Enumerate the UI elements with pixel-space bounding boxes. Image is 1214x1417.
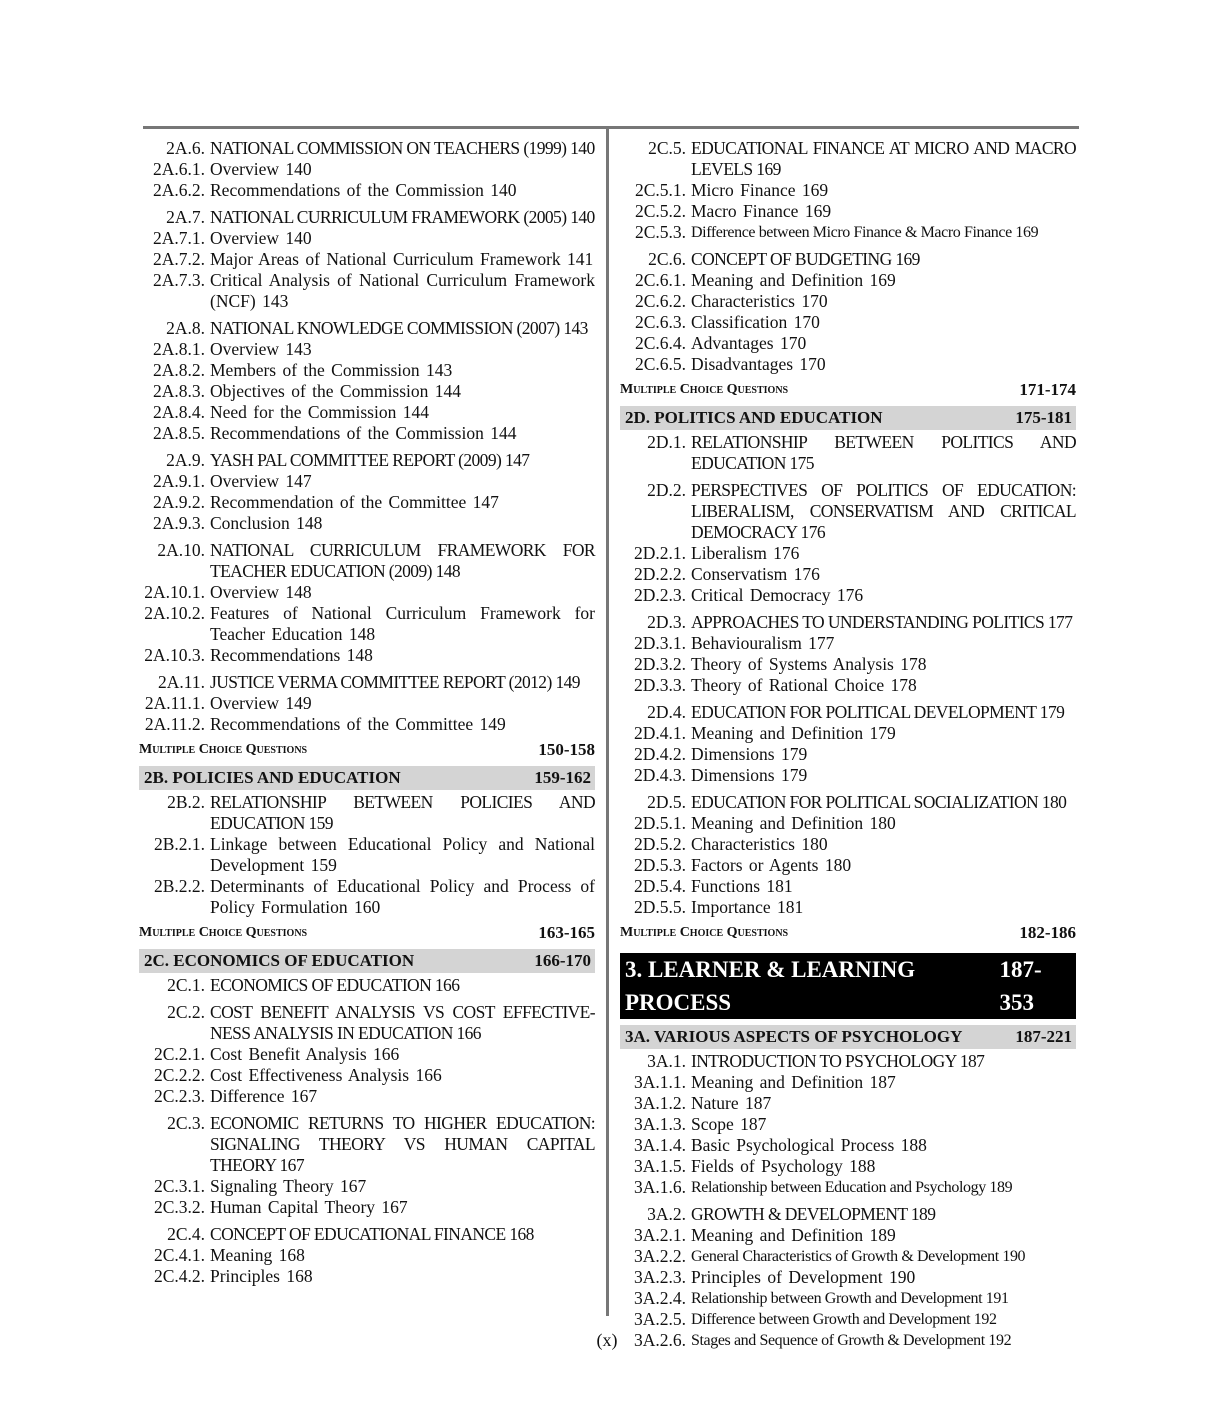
- entry-title: Micro Finance 169: [691, 180, 829, 200]
- toc-sub-entry: [139, 1086, 595, 1107]
- entry-number: 3A.1.6.: [633, 1177, 686, 1197]
- toc-sub-entry: [139, 693, 595, 714]
- entry-number: 3A.1.3.: [633, 1114, 686, 1134]
- entry-title: Linkage between Educational Policy and National Development 159: [210, 834, 595, 875]
- toc-sub-entry: [139, 381, 595, 402]
- mcq-entry-title: Multiple Choice Questions: [139, 742, 308, 757]
- toc-main-entry: [139, 540, 595, 582]
- mcq-entry-title: Multiple Choice Questions: [620, 925, 789, 940]
- entry-title: INTRODUCTION TO PSYCHOLOGY 187: [691, 1051, 985, 1071]
- entry-number: 2D.4.2.: [633, 744, 686, 764]
- toc-sub-entry: [620, 1156, 1076, 1177]
- entry-number: 3A.2.1.: [633, 1225, 686, 1245]
- section-heading-pages: 187-221: [1015, 1027, 1072, 1046]
- entry-number: 2A.11.2.: [144, 714, 205, 734]
- entry-title: NATIONAL COMMISSION ON TEACHERS (1999) 140: [210, 138, 595, 158]
- entry-title: Meaning 168: [210, 1245, 305, 1265]
- toc-sub-entry: [620, 855, 1076, 876]
- entry-number: 2D.5.5.: [633, 897, 686, 917]
- toc-sub-entry: [620, 744, 1076, 765]
- entry-number: 2C.6.2.: [634, 291, 686, 311]
- toc-main-entry: [139, 1113, 595, 1176]
- toc-sub-entry: [139, 1065, 595, 1086]
- toc-sub-entry: [620, 585, 1076, 606]
- entry-number: 2A.9.2.: [152, 492, 205, 512]
- entry-number: 2D.4.3.: [633, 765, 686, 785]
- entry-number: 3A.1.5.: [633, 1156, 686, 1176]
- entry-number: 2D.2.2.: [633, 564, 686, 584]
- entry-number: 2C.5.2.: [634, 201, 686, 221]
- toc-sub-entry: [620, 633, 1076, 654]
- entry-title: ECONOMIC RETURNS TO HIGHER EDUCATION: SIGNALING THEORY VS HUMAN CAPITAL THEORY 167: [210, 1113, 595, 1175]
- toc-sub-entry: [620, 1114, 1076, 1135]
- entry-title: Functions 181: [691, 876, 793, 896]
- toc-sub-entry: [139, 402, 595, 423]
- entry-number: 2D.3.1.: [633, 633, 686, 653]
- entry-number: 2A.8.: [166, 318, 205, 338]
- toc-sub-entry: [620, 291, 1076, 312]
- entry-title: Importance 181: [691, 897, 804, 917]
- entry-number: 2B.2.1.: [153, 834, 205, 854]
- entry-number: 2D.4.: [647, 702, 686, 722]
- entry-number: 3A.2.3.: [633, 1267, 686, 1287]
- entry-number: 3A.1.: [647, 1051, 686, 1071]
- entry-title: Relationship between Education and Psychology 189: [691, 1179, 1013, 1196]
- entry-number: 2C.6.1.: [634, 270, 686, 290]
- entry-number: 2C.2.1.: [153, 1044, 205, 1064]
- entry-title: Human Capital Theory 167: [210, 1197, 408, 1217]
- entry-number: 2D.5.4.: [633, 876, 686, 896]
- entry-number: 2A.10.: [157, 540, 205, 560]
- entry-title: Conservatism 176: [691, 564, 820, 584]
- entry-number: 2C.6.3.: [634, 312, 686, 332]
- toc-sub-entry: [139, 249, 595, 270]
- section-heading: [620, 1025, 1076, 1049]
- toc-main-entry: [620, 1051, 1076, 1072]
- entry-number: 2A.9.: [166, 450, 205, 470]
- entry-title: Meaning and Definition 189: [691, 1225, 896, 1245]
- entry-number: 3A.2.2.: [633, 1246, 686, 1266]
- entry-title: Objectives of the Commission 144: [210, 381, 462, 401]
- entry-number: 2C.6.: [648, 249, 686, 269]
- entry-title: Overview 140: [210, 159, 312, 179]
- entry-number: 2C.2.3.: [153, 1086, 205, 1106]
- entry-title: General Characteristics of Growth & Development 190: [691, 1248, 1026, 1265]
- entry-number: 2D.5.3.: [633, 855, 686, 875]
- toc-sub-entry: [139, 1044, 595, 1065]
- entry-number: 3A.2.4.: [633, 1288, 686, 1308]
- toc-sub-entry: [139, 1176, 595, 1197]
- entry-title: Need for the Commission 144: [210, 402, 429, 422]
- toc-sub-entry: [139, 180, 595, 201]
- mcq-entry: [139, 922, 595, 943]
- entry-title: Difference between Micro Finance & Macro Finance 169: [691, 224, 1039, 241]
- entry-title: Stages and Sequence of Growth & Development 192: [691, 1332, 1012, 1349]
- toc-sub-entry: [139, 645, 595, 666]
- entry-title: Behaviouralism 177: [691, 633, 835, 653]
- toc-main-entry: [139, 318, 595, 339]
- entry-title: Dimensions 179: [691, 744, 808, 764]
- entry-title: NATIONAL CURRICULUM FRAMEWORK (2005) 140: [210, 207, 595, 227]
- entry-title: YASH PAL COMMITTEE REPORT (2009) 147: [210, 450, 530, 470]
- entry-title: JUSTICE VERMA COMMITTEE REPORT (2012) 149: [210, 672, 580, 692]
- toc-sub-entry: [620, 333, 1076, 354]
- entry-title: Recommendations of the Commission 144: [210, 423, 517, 443]
- entry-title: Theory of Rational Choice 178: [691, 675, 917, 695]
- entry-title: Difference 167: [210, 1086, 318, 1106]
- entry-title: Dimensions 179: [691, 765, 808, 785]
- section-heading: [139, 766, 595, 790]
- toc-right-column: [620, 138, 1076, 1351]
- entry-title: Basic Psychological Process 188: [691, 1135, 927, 1155]
- entry-number: 2D.4.1.: [633, 723, 686, 743]
- entry-title: Members of the Commission 143: [210, 360, 453, 380]
- entry-number: 2C.3.: [167, 1113, 205, 1133]
- entry-title: Disadvantages 170: [691, 354, 826, 374]
- part-heading-pages: 187-353: [999, 957, 1042, 1015]
- toc-sub-entry: [620, 222, 1076, 243]
- toc-sub-entry: [620, 723, 1076, 744]
- toc-main-entry: [139, 1224, 595, 1245]
- toc-sub-entry: [620, 1267, 1076, 1288]
- entry-number: 2C.4.: [167, 1224, 205, 1244]
- part-heading-title: 3. LEARNER & LEARNING PROCESS: [625, 957, 916, 1015]
- entry-title: Critical Democracy 176: [691, 585, 864, 605]
- entry-title: GROWTH & DEVELOPMENT 189: [691, 1204, 936, 1224]
- entry-number: 2C.4.2.: [153, 1266, 205, 1286]
- toc-sub-entry: [620, 834, 1076, 855]
- entry-number: 2A.9.1.: [152, 471, 205, 491]
- entry-title: Overview 140: [210, 228, 312, 248]
- mcq-entry-title: Multiple Choice Questions: [620, 382, 789, 397]
- toc-sub-entry: [620, 270, 1076, 291]
- entry-number: 2D.2.1.: [633, 543, 686, 563]
- entry-number: 2C.3.2.: [153, 1197, 205, 1217]
- part-heading: [620, 953, 1076, 1019]
- entry-number: 2C.1.: [167, 975, 205, 995]
- entry-number: 2A.8.5.: [152, 423, 205, 443]
- entry-number: 2D.3.: [647, 612, 686, 632]
- toc-main-entry: [620, 432, 1076, 474]
- page-number: (x): [596, 1330, 618, 1350]
- toc-main-entry: [620, 792, 1076, 813]
- entry-title: Conclusion 148: [210, 513, 323, 533]
- entry-number: 3A.1.4.: [633, 1135, 686, 1155]
- mcq-entry-title: Multiple Choice Questions: [139, 925, 308, 940]
- entry-title: EDUCATION FOR POLITICAL SOCIALIZATION 180: [691, 792, 1067, 812]
- entry-number: 2D.3.3.: [633, 675, 686, 695]
- entry-number: 2C.5.1.: [634, 180, 686, 200]
- entry-title: Difference between Growth and Development 192: [691, 1311, 997, 1328]
- mcq-entry-pages: 163-165: [538, 923, 595, 942]
- toc-sub-entry: [620, 1288, 1076, 1309]
- toc-sub-entry: [620, 813, 1076, 834]
- toc-sub-entry: [620, 1225, 1076, 1246]
- toc-sub-entry: [620, 354, 1076, 375]
- entry-number: 2C.4.1.: [153, 1245, 205, 1265]
- entry-number: 2A.10.3.: [144, 645, 205, 665]
- entry-title: Meaning and Definition 180: [691, 813, 896, 833]
- toc-sub-entry: [139, 228, 595, 249]
- column-divider: [606, 128, 609, 1316]
- section-heading: [620, 406, 1076, 430]
- toc-sub-entry: [620, 1093, 1076, 1114]
- toc-main-entry: [139, 792, 595, 834]
- toc-main-entry: [620, 249, 1076, 270]
- toc-sub-entry: [620, 1072, 1076, 1093]
- entry-number: 2A.6.2.: [152, 180, 205, 200]
- entry-number: 3A.2.6.: [633, 1330, 686, 1350]
- entry-number: 2D.5.2.: [633, 834, 686, 854]
- entry-number: 2A.7.3.: [152, 270, 205, 290]
- entry-number: 2B.2.2.: [153, 876, 205, 896]
- toc-sub-entry: [139, 492, 595, 513]
- entry-number: 2A.9.3.: [152, 513, 205, 533]
- mcq-entry-pages: 182-186: [1019, 923, 1076, 942]
- entry-title: APPROACHES TO UNDERSTANDING POLITICS 177: [691, 612, 1073, 632]
- section-heading-title: 2B. POLICIES AND EDUCATION: [144, 768, 401, 787]
- entry-number: 2D.2.: [647, 480, 686, 500]
- toc-sub-entry: [620, 564, 1076, 585]
- entry-title: Meaning and Definition 169: [691, 270, 896, 290]
- entry-number: 2A.6.1.: [152, 159, 205, 179]
- toc-sub-entry: [620, 201, 1076, 222]
- entry-title: Recommendation of the Committee 147: [210, 492, 499, 512]
- toc-sub-entry: [139, 876, 595, 918]
- entry-title: Overview 149: [210, 693, 312, 713]
- section-heading-pages: 175-181: [1015, 408, 1072, 427]
- entry-number: 2D.5.1.: [633, 813, 686, 833]
- entry-title: Recommendations of the Committee 149: [210, 714, 506, 734]
- toc-sub-entry: [139, 1245, 595, 1266]
- mcq-entry-pages: 150-158: [538, 740, 595, 759]
- entry-number: 2D.1.: [647, 432, 686, 452]
- toc-main-entry: [139, 1002, 595, 1044]
- entry-title: Recommendations of the Commission 140: [210, 180, 517, 200]
- entry-number: 2A.8.4.: [152, 402, 205, 422]
- entry-number: 2D.3.2.: [633, 654, 686, 674]
- entry-number: 2A.7.1.: [152, 228, 205, 248]
- entry-title: Critical Analysis of National Curriculum Framework (NCF) 143: [210, 270, 595, 311]
- entry-title: Major Areas of National Curriculum Framework 141: [210, 249, 594, 269]
- entry-title: Features of National Curriculum Framework for Teacher Education 148: [210, 603, 595, 644]
- toc-main-entry: [620, 1204, 1076, 1225]
- entry-title: NATIONAL KNOWLEDGE COMMISSION (2007) 143: [210, 318, 588, 338]
- toc-sub-entry: [139, 582, 595, 603]
- entry-title: Recommendations 148: [210, 645, 373, 665]
- entry-title: Liberalism 176: [691, 543, 800, 563]
- entry-title: Overview 148: [210, 582, 312, 602]
- toc-sub-entry: [620, 876, 1076, 897]
- section-heading-pages: 166-170: [534, 951, 591, 970]
- entry-number: 3A.1.2.: [633, 1093, 686, 1113]
- toc-main-entry: [139, 138, 595, 159]
- entry-number: 3A.2.5.: [633, 1309, 686, 1329]
- entry-number: 2A.11.1.: [144, 693, 205, 713]
- entry-title: Overview 147: [210, 471, 312, 491]
- toc-sub-entry: [139, 603, 595, 645]
- toc-main-entry: [620, 138, 1076, 180]
- toc-main-entry: [620, 612, 1076, 633]
- section-heading: [139, 949, 595, 973]
- entry-title: Advantages 170: [691, 333, 807, 353]
- entry-number: 2D.5.: [647, 792, 686, 812]
- entry-number: 2C.3.1.: [153, 1176, 205, 1196]
- entry-title: Theory of Systems Analysis 178: [691, 654, 927, 674]
- entry-title: Classification 170: [691, 312, 820, 332]
- mcq-entry-pages: 171-174: [1019, 380, 1076, 399]
- mcq-entry: [139, 739, 595, 760]
- entry-number: 2B.2.: [167, 792, 205, 812]
- entry-title: Cost Effectiveness Analysis 166: [210, 1065, 442, 1085]
- entry-title: Determinants of Educational Policy and Process of Policy Formulation 160: [210, 876, 595, 917]
- entry-title: Meaning and Definition 179: [691, 723, 896, 743]
- entry-number: 2A.10.2.: [144, 603, 205, 623]
- entry-title: Macro Finance 169: [691, 201, 832, 221]
- entry-number: 2C.5.3.: [634, 222, 686, 242]
- entry-number: 3A.1.1.: [633, 1072, 686, 1092]
- entry-title: Principles 168: [210, 1266, 313, 1286]
- toc-sub-entry: [620, 180, 1076, 201]
- entry-title: EDUCATION FOR POLITICAL DEVELOPMENT 179: [691, 702, 1065, 722]
- entry-number: 2A.7.: [166, 207, 205, 227]
- entry-title: Fields of Psychology 188: [691, 1156, 876, 1176]
- toc-sub-entry: [620, 312, 1076, 333]
- entry-number: 2A.11.: [158, 672, 205, 692]
- toc-sub-entry: [620, 1309, 1076, 1330]
- entry-number: 2A.6.: [166, 138, 205, 158]
- entry-title: ECONOMICS OF EDUCATION 166: [210, 975, 460, 995]
- entry-title: Cost Benefit Analysis 166: [210, 1044, 400, 1064]
- toc-sub-entry: [139, 339, 595, 360]
- toc-sub-entry: [139, 270, 595, 312]
- toc-sub-entry: [139, 423, 595, 444]
- toc-main-entry: [620, 480, 1076, 543]
- entry-number: 2C.2.: [167, 1002, 205, 1022]
- toc-sub-entry: [620, 765, 1076, 786]
- toc-main-entry: [139, 450, 595, 471]
- entry-title: Principles of Development 190: [691, 1267, 916, 1287]
- toc-sub-entry: [139, 159, 595, 180]
- toc-sub-entry: [139, 471, 595, 492]
- entry-title: Characteristics 170: [691, 291, 828, 311]
- entry-title: Factors or Agents 180: [691, 855, 852, 875]
- entry-title: Relationship between Growth and Development 191: [691, 1290, 1009, 1307]
- toc-left-column: [139, 138, 595, 1287]
- section-heading-title: 3A. VARIOUS ASPECTS OF PSYCHOLOGY: [625, 1027, 963, 1046]
- toc-main-entry: [139, 975, 595, 996]
- entry-title: RELATIONSHIP BETWEEN POLICIES AND EDUCATION 159: [210, 792, 595, 833]
- toc-main-entry: [620, 702, 1076, 723]
- toc-sub-entry: [139, 513, 595, 534]
- section-heading-pages: 159-162: [534, 768, 591, 787]
- toc-sub-entry: [620, 654, 1076, 675]
- entry-number: 2A.7.2.: [152, 249, 205, 269]
- entry-title: NATIONAL CURRICULUM FRAMEWORK FOR TEACHER EDUCATION (2009) 148: [210, 540, 595, 581]
- entry-title: Scope 187: [691, 1114, 767, 1134]
- entry-number: 2C.5.: [648, 138, 686, 158]
- mcq-entry: [620, 379, 1076, 400]
- toc-sub-entry: [620, 543, 1076, 564]
- toc-sub-entry: [620, 1177, 1076, 1198]
- section-heading-title: 2C. ECONOMICS OF EDUCATION: [144, 951, 415, 970]
- entry-title: Overview 143: [210, 339, 312, 359]
- toc-sub-entry: [139, 834, 595, 876]
- entry-title: Signaling Theory 167: [210, 1176, 367, 1196]
- top-rule: [143, 126, 1079, 129]
- mcq-entry: [620, 922, 1076, 943]
- toc-main-entry: [139, 672, 595, 693]
- toc-sub-entry: [620, 1246, 1076, 1267]
- entry-number: 2A.8.1.: [152, 339, 205, 359]
- entry-title: Meaning and Definition 187: [691, 1072, 896, 1092]
- entry-number: 2A.8.3.: [152, 381, 205, 401]
- entry-number: 2C.2.2.: [153, 1065, 205, 1085]
- toc-sub-entry: [139, 1266, 595, 1287]
- toc-main-entry: [139, 207, 595, 228]
- entry-number: 2C.6.4.: [634, 333, 686, 353]
- entry-title: CONCEPT OF EDUCATIONAL FINANCE 168: [210, 1224, 534, 1244]
- toc-sub-entry: [620, 897, 1076, 918]
- entry-title: EDUCATIONAL FINANCE AT MICRO AND MACRO LEVELS 169: [691, 138, 1076, 179]
- entry-number: 2A.10.1.: [144, 582, 205, 602]
- toc-sub-entry: [139, 360, 595, 381]
- toc-sub-entry: [139, 1197, 595, 1218]
- entry-title: COST BENEFIT ANALYSIS VS COST EFFECTIVE-NESS ANALYSIS IN EDUCATION 166: [210, 1002, 595, 1043]
- entry-title: Characteristics 180: [691, 834, 828, 854]
- entry-number: 2A.8.2.: [152, 360, 205, 380]
- toc-sub-entry: [139, 714, 595, 735]
- entry-number: 3A.2.: [647, 1204, 686, 1224]
- toc-sub-entry: [620, 675, 1076, 696]
- entry-title: RELATIONSHIP BETWEEN POLITICS AND EDUCATION 175: [691, 432, 1076, 473]
- toc-sub-entry: [620, 1135, 1076, 1156]
- entry-number: 2C.6.5.: [634, 354, 686, 374]
- entry-title: PERSPECTIVES OF POLITICS OF EDUCATION: LIBERALISM, CONSERVATISM AND CRITICAL DEMOCRACY 176: [691, 480, 1076, 542]
- entry-title: Nature 187: [691, 1093, 772, 1113]
- entry-title: CONCEPT OF BUDGETING 169: [691, 249, 920, 269]
- section-heading-title: 2D. POLITICS AND EDUCATION: [625, 408, 883, 427]
- entry-number: 2D.2.3.: [633, 585, 686, 605]
